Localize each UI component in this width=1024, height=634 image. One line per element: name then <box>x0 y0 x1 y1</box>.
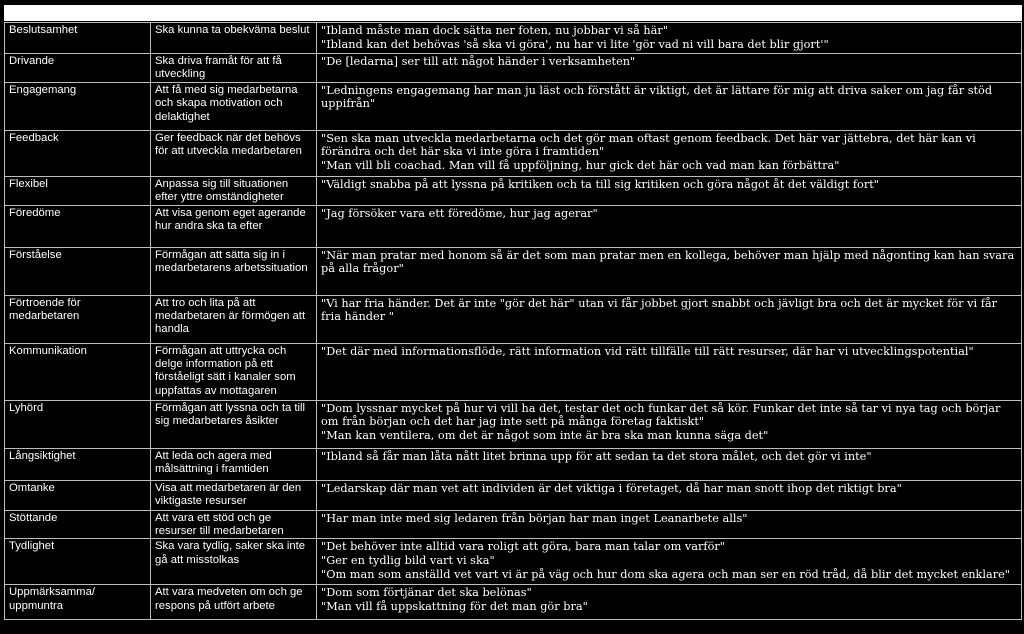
definition-cell: Ska driva framåt för att få utveckling <box>151 54 317 83</box>
definition-cell: Att vara ett stöd och ge resurser till medarbetaren <box>151 510 317 539</box>
quote-text: "Man vill få uppskattning för det man gör bra" <box>321 600 588 614</box>
term-cell: Tydlighet <box>5 539 151 585</box>
quote-text: "Ledarskap där man vet att individen är det viktiga i företaget, då har man snott ihop det riktigt bra" <box>321 481 902 495</box>
table-row <box>5 23 1022 54</box>
quote-text: "Vi har fria händer. Det är inte "gör det här" utan vi får jobbet gjort snabbt och jävligt bra och det är mycket för vi får fria händer " <box>321 296 998 324</box>
definition-cell: Ska vara tydlig, saker ska inte gå att misstolkas <box>151 539 317 585</box>
quote-text: "De [ledarna] ser till att något händer i verksamheten" <box>321 55 636 68</box>
quotes-cell <box>317 400 1022 448</box>
quotes-cell <box>317 82 1022 130</box>
term-cell: Feedback <box>5 130 151 176</box>
quote-text: "Ibland kan det behövas 'så ska vi göra', nu har vi lite 'gör vad ni vill bara det blir gjort'" <box>321 37 829 51</box>
quote-text: "Dom lyssnar mycket på hur vi vill ha det, testar det och funkar det så kör. Funkar det inte så tar vi nya tag och börjar om från början och det har jag inte sett på många företag faktiskt" <box>321 401 1001 429</box>
quotes-cell <box>317 247 1022 295</box>
quote-text: "Väldigt snabba på att lyssna på kritiken och ta till sig kritiken och göra något åt det väldigt fort" <box>321 177 879 191</box>
quotes-cell <box>317 343 1022 400</box>
term-cell: Långsiktighet <box>5 448 151 480</box>
term-cell: Drivande <box>5 54 151 83</box>
quote-text: "Ibland så får man låta nått litet brinna upp för att sedan ta det stora målet, och det gör vi inte" <box>321 449 872 463</box>
quotes-cell <box>317 539 1022 585</box>
term-cell: Omtanke <box>5 480 151 510</box>
table-body <box>5 23 1022 620</box>
term-cell: Kommunikation <box>5 343 151 400</box>
header-band <box>4 5 1022 21</box>
quote-text: "Sen ska man utveckla medarbetarna och det gör man oftast genom feedback. Det här var jättebra, det här kan vi förändra och det här ska vi inte göra i framtiden" <box>321 131 976 159</box>
definition-cell: Att tro och lita på att medarbetaren är förmögen att handla <box>151 295 317 343</box>
quote-text: "Dom som förtjänar det ska belönas" <box>321 586 532 600</box>
table-row <box>5 343 1022 400</box>
leadership-qualities-table <box>4 22 1022 620</box>
term-cell: Flexibel <box>5 176 151 205</box>
term-cell: Engagemang <box>5 82 151 130</box>
quote-text: "Jag försöker vara ett föredöme, hur jag agerar" <box>321 206 598 220</box>
table-row <box>5 82 1022 130</box>
definition-cell: Förmågan att uttrycka och delge information på ett förståeligt sätt i kanaler som uppfattas av mottagaren <box>151 343 317 400</box>
quote-text: "När man pratar med honom så är det som man pratar men en kollega, behöver man hjälp med någonting kan han svara på alla frågor" <box>321 248 1015 276</box>
quote-text: "Ger en tydlig bild vart vi ska" <box>321 554 495 568</box>
term-cell: Uppmärksamma/ uppmuntra <box>5 585 151 620</box>
quotes-cell <box>317 448 1022 480</box>
quote-text: "Man kan ventilera, om det är något som inte är bra ska man kunna säga det" <box>321 428 769 442</box>
definition-cell: Förmågan att lyssna och ta till sig medarbetares åsikter <box>151 400 317 448</box>
definition-cell: Ger feedback när det behövs för att utveckla medarbetaren <box>151 130 317 176</box>
table-row <box>5 295 1022 343</box>
definition-cell: Förmågan att sätta sig in i medarbetarens arbetssituation <box>151 247 317 295</box>
quote-text: "Det där med informationsflöde, rätt information vid rätt tillfälle till rätt resurser, där har vi utvecklingspotential" <box>321 344 974 358</box>
quotes-cell <box>317 130 1022 176</box>
term-cell: Stöttande <box>5 510 151 539</box>
table-row <box>5 247 1022 295</box>
definition-cell: Anpassa sig till situationen efter yttre omständigheter <box>151 176 317 205</box>
quote-text: "Det behöver inte alltid vara roligt att göra, bara man talar om varför" <box>321 540 725 554</box>
quote-text: "Man vill bli coachad. Man vill få uppföljning, hur gick det här och vad man kan förbättra" <box>321 159 840 172</box>
quotes-cell <box>317 176 1022 205</box>
quotes-cell <box>317 295 1022 343</box>
definition-cell: Att få med sig medarbetarna och skapa motivation och delaktighet <box>151 82 317 130</box>
definition-cell: Att visa genom eget agerande hur andra ska ta efter <box>151 205 317 247</box>
quotes-cell <box>317 510 1022 539</box>
table-row <box>5 205 1022 247</box>
quotes-cell <box>317 480 1022 510</box>
term-cell: Förtroende för medarbetaren <box>5 295 151 343</box>
table-row <box>5 400 1022 448</box>
term-cell: Lyhörd <box>5 400 151 448</box>
definition-cell: Visa att medarbetaren är den viktigaste resurser <box>151 480 317 510</box>
definition-cell: Att leda och agera med målsättning i framtiden <box>151 448 317 480</box>
quote-text: "Ibland måste man dock sätta ner foten, nu jobbar vi så här" <box>321 24 669 37</box>
table-row <box>5 480 1022 510</box>
quotes-cell <box>317 585 1022 620</box>
term-cell: Förståelse <box>5 247 151 295</box>
term-cell: Föredöme <box>5 205 151 247</box>
table-row <box>5 176 1022 205</box>
quotes-cell <box>317 23 1022 54</box>
table-row <box>5 585 1022 620</box>
table-row <box>5 539 1022 585</box>
quotes-cell <box>317 54 1022 83</box>
definition-cell: Ska kunna ta obekväma beslut <box>151 23 317 54</box>
term-cell: Beslutsamhet <box>5 23 151 54</box>
table-row <box>5 54 1022 83</box>
quote-text: "Ledningens engagemang har man ju läst och förstått är viktigt, det är lättare för mig att driva saker om jag får stöd uppifrån" <box>321 83 993 111</box>
quotes-cell <box>317 205 1022 247</box>
definition-cell: Att vara medveten om och ge respons på utfört arbete <box>151 585 317 620</box>
table-row <box>5 510 1022 539</box>
quote-text: "Om man som anställd vet vart vi är på väg och hur dom ska agera och man ser en röd tråd, då blir det mycket enklare" <box>321 567 1011 581</box>
table-row <box>5 448 1022 480</box>
quote-text: "Har man inte med sig ledaren från början har man inget Leanarbete alls" <box>321 511 748 525</box>
table-row <box>5 130 1022 176</box>
